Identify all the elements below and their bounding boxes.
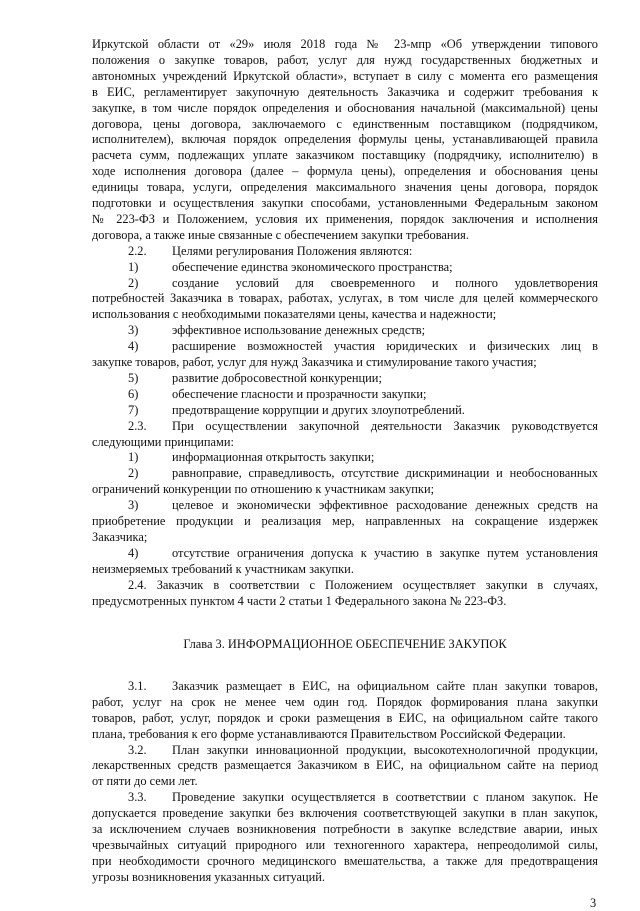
list-number: 3) [128,323,139,338]
clause-text: чрезвычайных ситуаций природного или техногенного характера, непреодолимой силы, [92,837,598,852]
intro-line: единицы товара, услуги, определения максимального значения цены договора, порядок [92,180,598,195]
list-number: 3) [128,498,139,513]
list-item-text: развитие добросовестной конкуренции; [172,370,382,385]
list-number: 2) [128,466,139,481]
chapter-heading: Глава 3. ИНФОРМАЦИОННОЕ ОБЕСПЕЧЕНИЕ ЗАКУПОК [183,637,507,652]
intro-line: расчета сумм, подлежащих уплате заказчиком поставщику (подрядчику, исполнителю) в [92,148,598,163]
clause-text: от пяти до семи лет. [92,774,198,789]
intro-line: ходе исполнения договора (далее – формула цены), определения и обоснования цены [92,164,598,179]
list-number: 1) [128,259,139,274]
list-number: 1) [128,450,139,465]
list-item-text: обеспечение единства экономического пространства; [172,259,453,274]
list-number: 5) [128,370,139,385]
intro-line: № 223-ФЗ и Положением, условия их применения, порядок заключения и исполнения [92,211,598,226]
page-number: 3 [590,895,597,910]
list-item-text: целевое и экономически эффективное расходование денежных средств на [172,498,598,513]
clause-text: при необходимости срочного медицинского вмешательства, а также для предотвращения [92,853,598,868]
list-number: 2) [128,275,139,290]
clause-text: предусмотренных пунктом 4 части 2 статьи 1 Федерального закона № 223-ФЗ. [92,593,507,608]
list-number: 4) [128,339,139,354]
intro-line: исполнителем), включая порядок определения формулы цены, устанавливающей правила [92,132,598,147]
intro-line: подготовки и осуществления закупки способами, установленными Федеральным законом [92,196,598,210]
list-item-text: Заказчика; [92,529,148,544]
list-item-text: информационная открытость закупки; [172,450,375,465]
list-number: 4) [128,545,139,560]
clause-number: 2.3. [128,418,147,433]
list-item-text: обеспечение гласности и прозрачности закупки; [172,386,427,401]
clause-text: допускается проведение закупки без включения соответствующей закупки в план закупок, [92,806,598,821]
list-item-text: создание условий для своевременного и полного удовлетворения [172,275,598,290]
intro-line: закупке, в том числе порядок определения и обоснования начальной (максимальной) цены [92,100,598,115]
clause-number: 2.2. [128,243,147,258]
intro-line: положения о закупке товаров, работ, услуг для нужд государственных бюджетных и [92,52,598,67]
list-item-text: эффективное использование денежных средств; [172,323,426,338]
clause-text: 2.4. Заказчик в соответствии с Положением осуществляет закупки в случаях, [128,577,598,592]
clause-text: плана, требования к его форме устанавливаются Правительством Российской Федерации. [92,726,566,741]
list-item-text: ограничений конкуренции по отношению к участникам закупки; [92,482,435,497]
clause-text: Проведение закупки осуществляется в соответствии с планом закупок. Не [172,790,598,805]
intro-line: Иркутской области от «29» июля 2018 года № 23-мпр «Об утверждении типового [92,37,598,51]
list-item-text: использования с необходимыми показателями цены, качества и надежности; [92,307,497,322]
clause-text: План закупки инновационной продукции, высокотехнологичной продукции, [172,742,598,757]
list-item-text: равноправие, справедливость, отсутствие дискриминации и необоснованных [172,466,598,481]
clause-text: При осуществлении закупочной деятельности Заказчик руководствуется [172,418,598,433]
clause-number: 3.2. [128,742,147,757]
clause-text: за исключением случаев возникновения потребности в закупке вследствие аварии, иных [92,822,598,836]
intro-line: в ЕИС, регламентирует закупочную деятельность Заказчика и содержит требования к [92,84,598,99]
clause-text: лекарственных средств размещается Заказчиком в ЕИС, на официальном сайте на период [92,758,598,773]
intro-line: автономных учреждений Иркутской области», вступает в силу с момента его размещения [92,68,598,83]
list-item-text: приобретение продукции и реализация мер, направленных на сокращение издержек [92,514,598,528]
list-item-text: предотвращение коррупции и других злоупотреблений. [172,402,465,417]
clause-text: следующими принципами: [92,434,234,449]
clause-number: 3.1. [128,678,147,693]
list-item-text: потребностей Заказчика в товарах, работах, услугах, в том числе для целей коммерческого [92,291,598,306]
clause-text: Целями регулирования Положения являются: [172,243,413,258]
clause-number: 3.3. [128,790,147,805]
list-number: 7) [128,402,139,417]
list-item-text: неизмеряемых требований к участникам закупки. [92,561,354,576]
list-number: 6) [128,386,139,401]
list-item-text: расширение возможностей участия юридических и физических лиц в [172,339,598,354]
list-item-text: отсутствие ограничения допуска к участию в закупке путем установления [172,545,598,560]
intro-line: договора, а также иные связанные с обеспечением закупки требования. [92,227,469,242]
clause-text: Заказчик размещает в ЕИС, на официальном сайте план закупки товаров, [172,678,598,693]
clause-text: угрозы возникновения указанных ситуаций. [92,869,325,884]
intro-line: договора, цены договора, заключаемого с единственным поставщиком (подрядчиком, [92,116,598,131]
clause-text: товаров, работ, услуг, порядок и сроки размещения в ЕИС, на официальном сайте такого [92,710,598,725]
list-item-text: закупке товаров, работ, услуг для нужд Заказчика и стимулирование такого участия; [92,355,537,369]
clause-text: работ, услуг на срок не менее чем один год. Порядок формирования плана закупки [92,694,598,709]
